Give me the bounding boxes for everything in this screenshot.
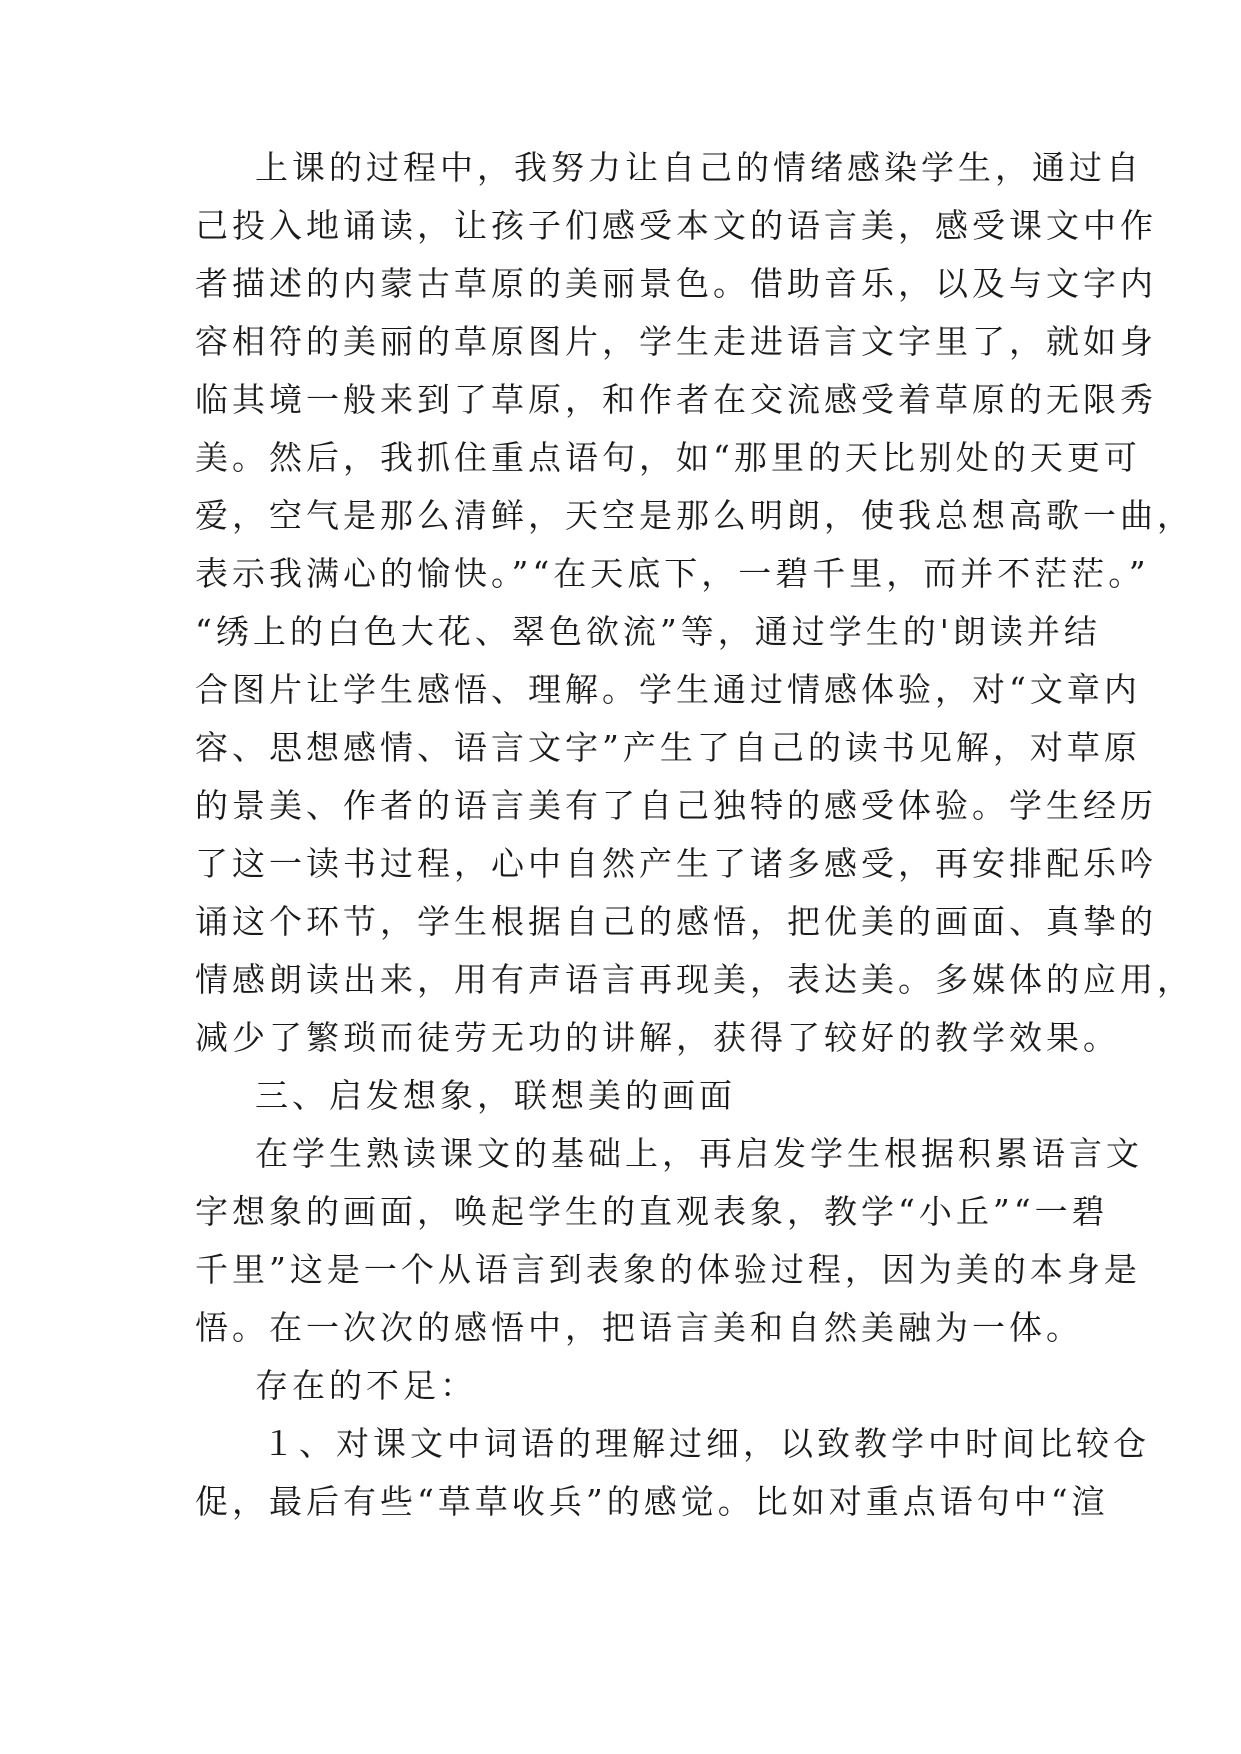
paragraph-line: 容相符的美丽的草原图片，学生走进语言文字里了，就如身 [195,322,1157,361]
paragraph-line: 字想象的画面，唤起学生的直观表象，教学“小丘”“一碧 [195,1192,1109,1231]
paragraph-line: 在学生熟读课文的基础上，再启发学生根据积累语言文 [255,1134,1143,1173]
paragraph-line: 表示我满心的愉快。”“在天底下，一碧千里，而并不茫茫。” [195,554,1150,593]
paragraph-line: 促，最后有些“草草收兵”的感觉。比如对重点语句中“渲 [195,1482,1109,1521]
paragraph-line: 上课的过程中，我努力让自己的情绪感染学生，通过自 [255,148,1143,187]
paragraph-line: 千里”这是一个从语言到表象的体验过程，因为美的本身是 [195,1250,1141,1289]
paragraph-line: “绣上的白色大花、翠色欲流”等，通过学生的'朗读并结 [195,612,1101,651]
paragraph-line: 的景美、作者的语言美有了自己独特的感受体验。学生经历 [195,786,1157,825]
paragraph-line: 情感朗读出来，用有声语言再现美，表达美。多媒体的应用， [195,960,1194,999]
paragraph-line: 悟。在一次次的感悟中，把语言美和自然美融为一体。 [195,1308,1083,1347]
paragraph-line: 容、思想感情、语言文字”产生了自己的读书见解，对草原 [195,728,1141,767]
paragraph-line: 合图片让学生感悟、理解。学生通过情感体验，对“文章内 [195,670,1141,709]
paragraph-line: 减少了繁琐而徒劳无功的讲解，获得了较好的教学效果。 [195,1018,1120,1057]
paragraph-line: 诵这个环节，学生根据自己的感悟，把优美的画面、真挚的 [195,902,1157,941]
paragraph-line: 美。然后，我抓住重点语句，如“那里的天比别处的天更可 [195,438,1141,477]
paragraph-line: 爱，空气是那么清鲜，天空是那么明朗，使我总想高歌一曲， [195,496,1194,535]
paragraph-line: 了这一读书过程，心中自然产生了诸多感受，再安排配乐吟 [195,844,1157,883]
section-heading: 三、启发想象，联想美的画面 [255,1076,736,1115]
subheading: 存在的不足： [255,1366,477,1405]
paragraph-line: 己投入地诵读，让孩子们感受本文的语言美，感受课文中作 [195,206,1157,245]
list-item-line: １、对课文中词语的理解过细，以致教学中时间比较仓 [262,1424,1150,1463]
paragraph-line: 者描述的内蒙古草原的美丽景色。借助音乐，以及与文字内 [195,264,1157,303]
paragraph-line: 临其境一般来到了草原，和作者在交流感受着草原的无限秀 [195,380,1157,419]
